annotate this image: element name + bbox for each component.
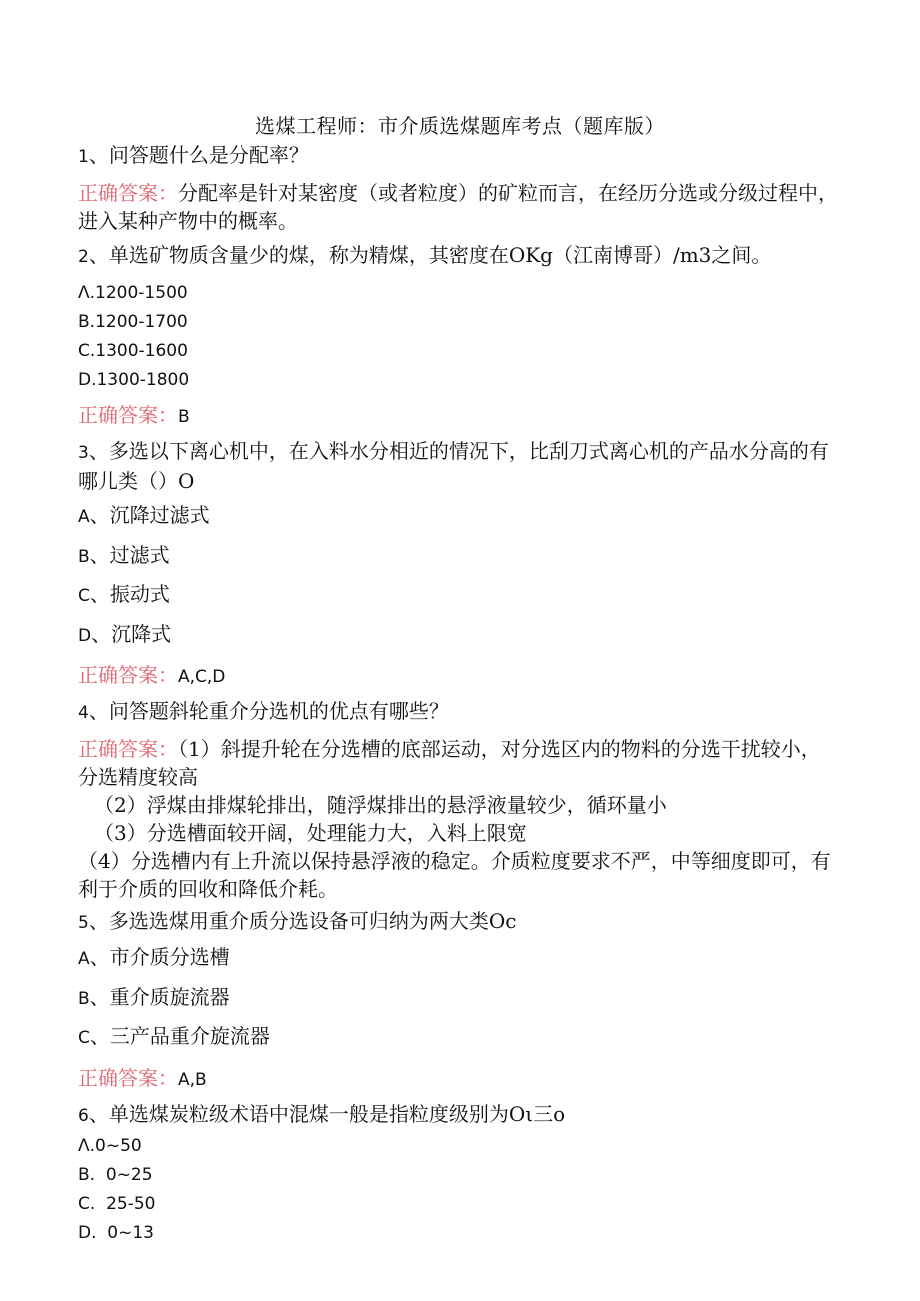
option-key: C xyxy=(78,586,90,606)
answer-5 xyxy=(78,1064,838,1094)
option-d xyxy=(78,616,838,656)
question-text: 、单选煤炭粒级术语中混煤一般是指粒度级别为Oι三o xyxy=(88,1101,566,1126)
option-c xyxy=(78,1018,838,1058)
answer-line: （2）浮煤由排煤轮排出，随浮煤排出的悬浮液量较少，循环量小 xyxy=(94,793,667,817)
answer-value: B xyxy=(178,407,190,427)
option-label: 、沉降式 xyxy=(91,621,172,646)
option-key: A xyxy=(78,949,90,969)
question-4 xyxy=(78,697,838,727)
question-1 xyxy=(78,141,838,171)
question-number: 2 xyxy=(78,247,89,267)
option-b xyxy=(78,979,838,1019)
answer-text: 分配率是针对某密度（或者粒度）的矿粒而言，在经历分选或分级过程中，进入某种产物中的概率。 xyxy=(78,181,838,233)
question-text: 、多选以下离心机中，在入料水分相近的情况下，比刮刀式离心机的产品水分高的有哪儿类（）O xyxy=(78,439,829,493)
option-b: B.1200-1700 xyxy=(78,312,188,332)
option-a xyxy=(78,939,838,979)
option-d: D.1300-1800 xyxy=(78,370,190,390)
question-5 xyxy=(78,907,838,937)
answer-label: 正确答案： xyxy=(78,663,178,687)
question-6 xyxy=(78,1100,838,1130)
question-number: 1 xyxy=(78,147,89,167)
option-key: D xyxy=(78,625,92,646)
option-a: Λ.0~50 xyxy=(78,1135,142,1156)
option-a xyxy=(78,497,838,537)
question-2 xyxy=(78,241,838,271)
option-d: D. 0~13 xyxy=(78,1222,154,1243)
option-label: 、重介质旋流器 xyxy=(89,984,230,1009)
answer-label: 正确答案： xyxy=(78,737,178,761)
option-key: A xyxy=(78,507,90,527)
answer-2 xyxy=(78,401,838,431)
answer-1 xyxy=(78,179,838,235)
answer-value: A,C,D xyxy=(178,667,226,687)
answer-4 xyxy=(78,735,838,791)
option-a: Λ.1200-1500 xyxy=(78,283,188,303)
question-number: 4 xyxy=(78,703,89,723)
answer-value: A,B xyxy=(178,1069,207,1090)
answer-3 xyxy=(78,661,838,691)
option-c: C. 25-50 xyxy=(78,1193,156,1214)
option-b xyxy=(78,537,838,577)
question-text: 、问答题斜轮重介分选机的优点有哪些？ xyxy=(88,699,449,723)
answer-line: （3）分选槽面较开阔，处理能力大，入料上限宽 xyxy=(94,821,527,845)
option-label: 、过滤式 xyxy=(89,542,170,567)
answer-label: 正确答案： xyxy=(78,403,178,427)
question-number: 3 xyxy=(78,443,89,463)
option-c: C.1300-1600 xyxy=(78,341,188,361)
question-text: 、问答题什么是分配率？ xyxy=(88,143,309,167)
question-list xyxy=(78,141,838,1248)
question-number: 6 xyxy=(78,1105,89,1126)
question-text: 、单选矿物质含量少的煤，称为精煤，其密度在OKg（江南博哥）/m3之间。 xyxy=(88,243,772,267)
document-title: 选煤工程师：市介质选煤题库考点（题库版） xyxy=(255,114,665,138)
option-label: 、振动式 xyxy=(89,582,170,606)
answer-label: 正确答案： xyxy=(78,1065,178,1090)
option-key: C xyxy=(78,1028,90,1048)
answer-text: （1）斜提升轮在分选槽的底部运动，对分选区内的物料的分选干扰较小，分选精度较高 xyxy=(78,737,821,789)
option-label: 、市介质分选槽 xyxy=(89,945,230,969)
option-label: 、沉降过滤式 xyxy=(89,503,210,527)
option-b: B. 0~25 xyxy=(78,1164,153,1185)
answer-label: 正确答案： xyxy=(78,181,178,205)
question-text: 、多选选煤用重介质分选设备可归纳为两大类Oc xyxy=(88,909,517,933)
option-key: B xyxy=(78,546,90,567)
option-key: B xyxy=(78,988,90,1009)
option-c xyxy=(78,576,838,616)
option-label: 、三产品重介旋流器 xyxy=(89,1024,270,1048)
question-3 xyxy=(78,437,838,495)
answer-line: （4）分选槽内有上升流以保持悬浮液的稳定。介质粒度要求不严，中等细度即可，有利于介质的回收和降低介耗。 xyxy=(78,849,831,901)
question-number: 5 xyxy=(78,913,89,933)
